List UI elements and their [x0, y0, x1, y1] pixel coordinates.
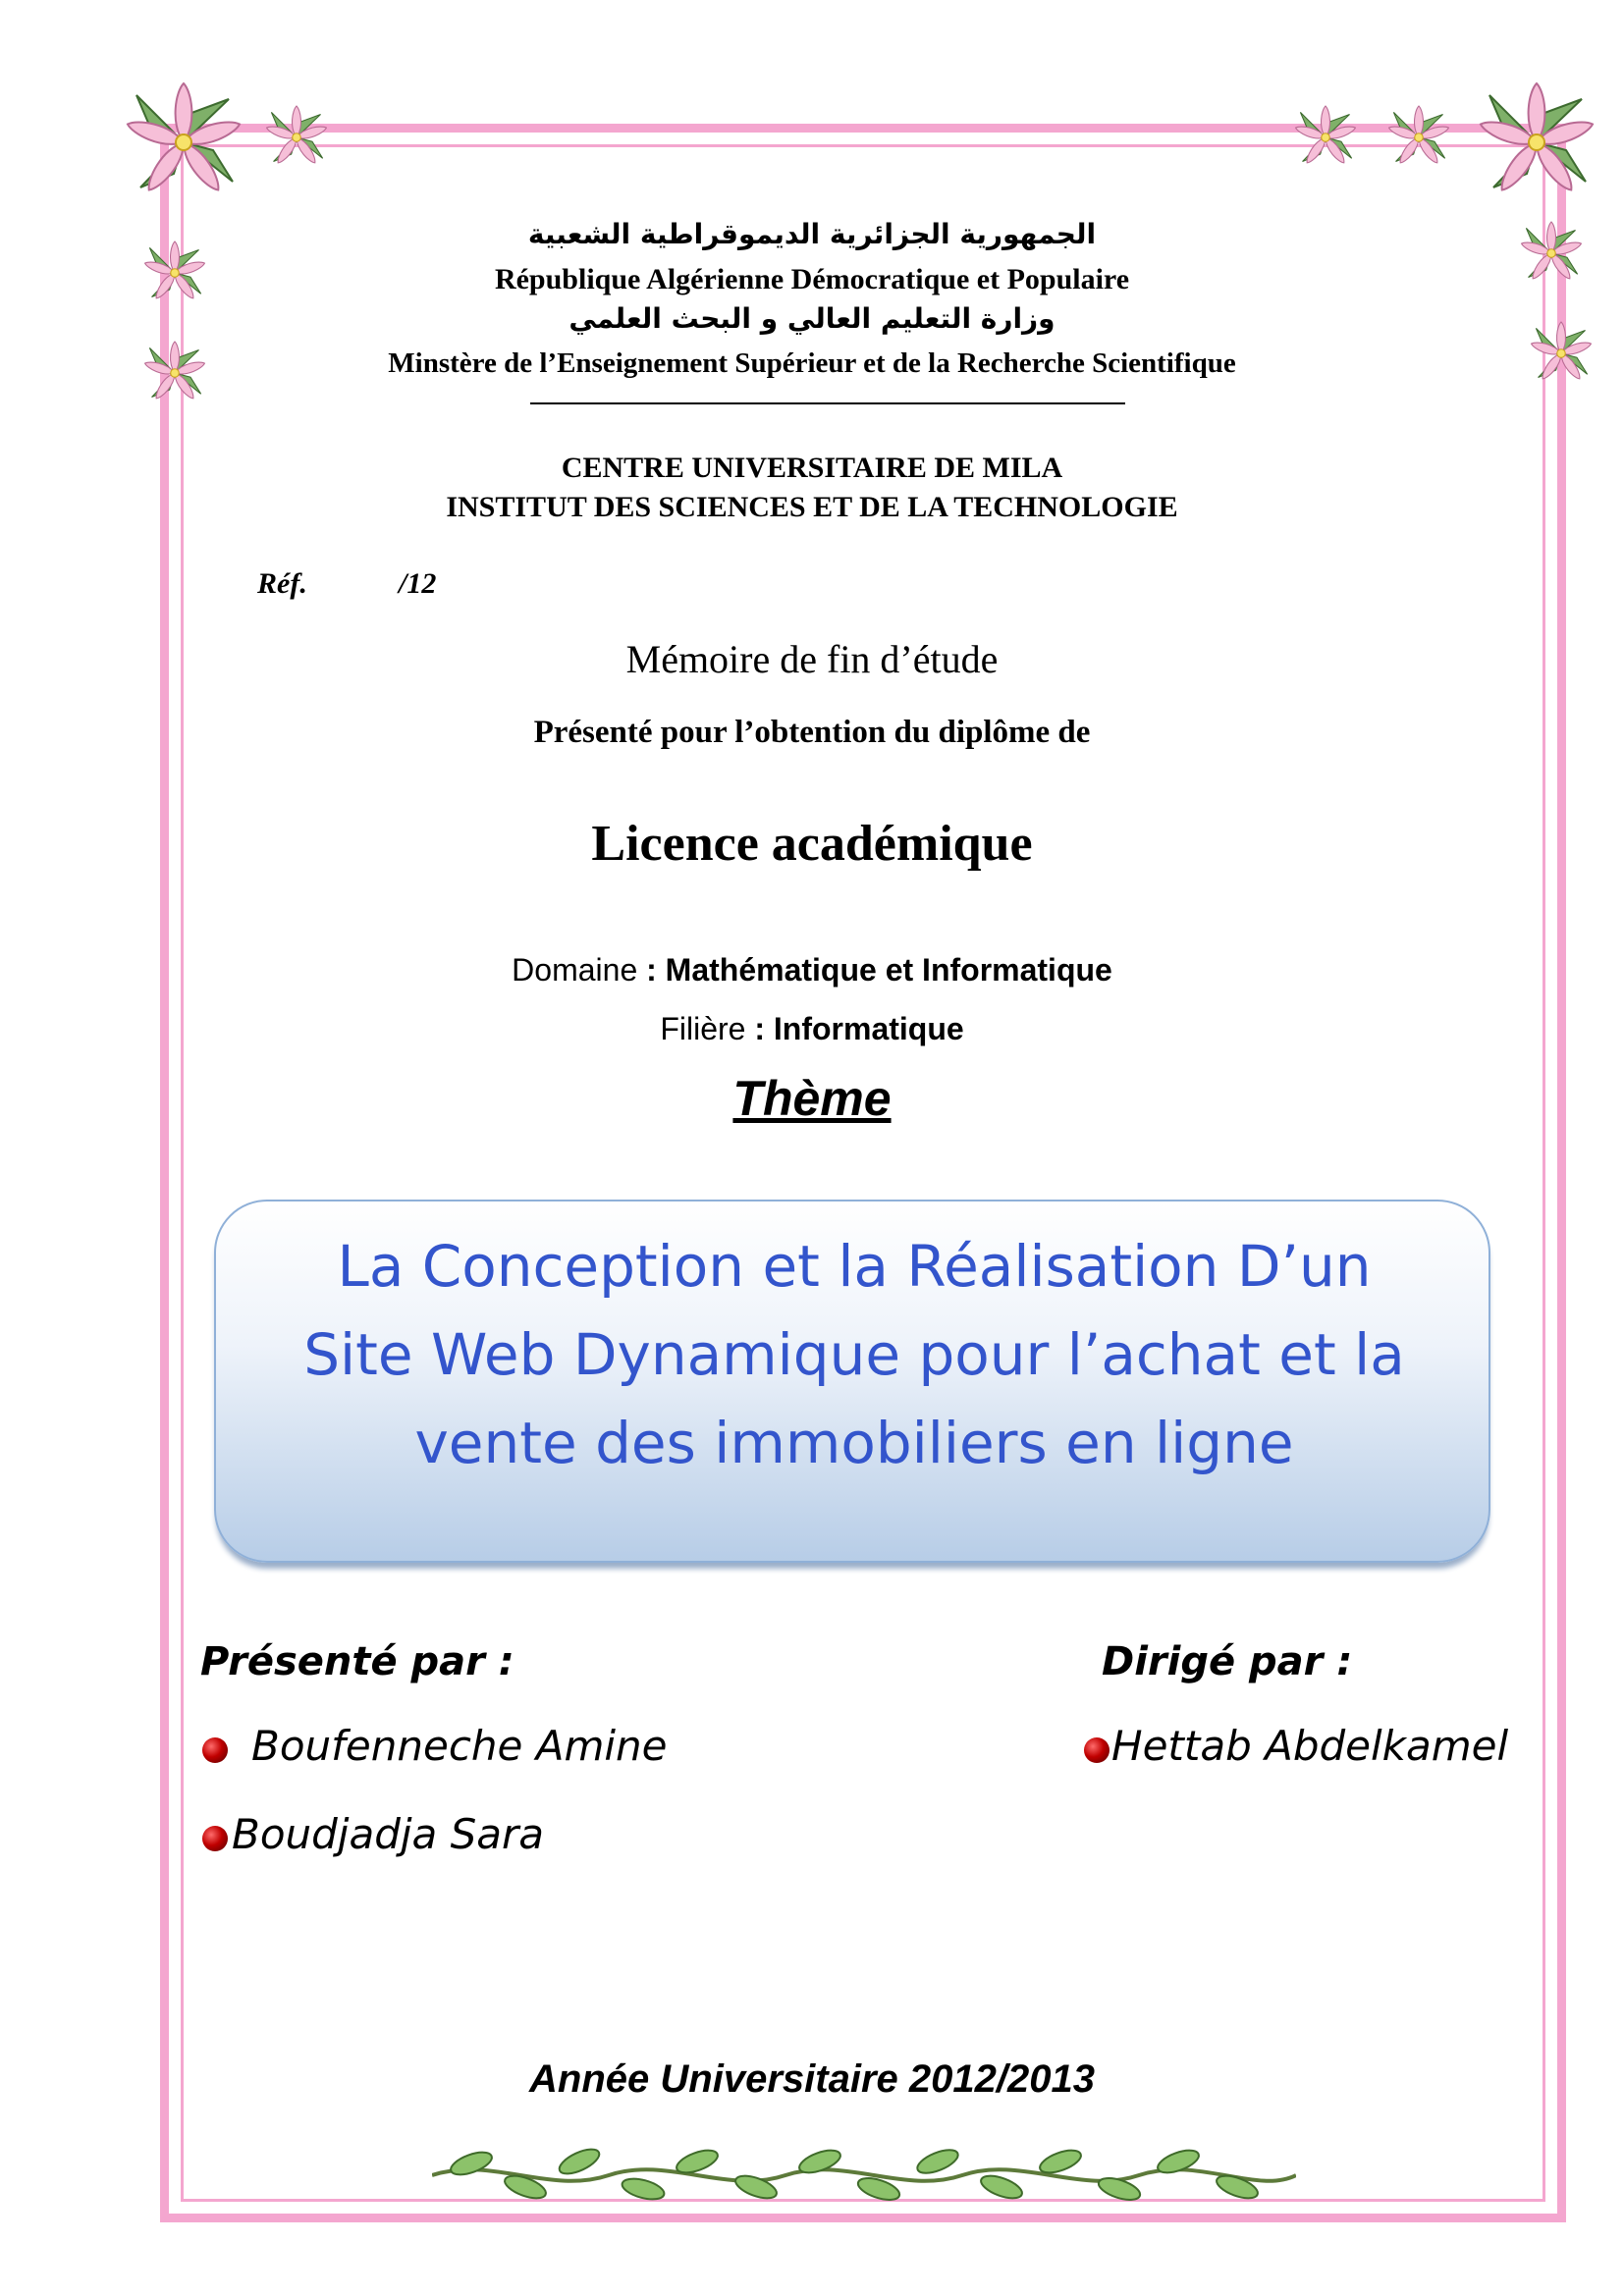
vine-icon	[432, 2138, 1296, 2207]
presented-by-label: Présenté par :	[200, 1639, 514, 1684]
filiere-label: Filière	[660, 1011, 746, 1046]
arabic-ministry-name: وزارة التعليم العالي و البحث العلمي	[568, 302, 1056, 335]
flower-icon	[257, 98, 336, 177]
filiere-line	[0, 1011, 1624, 1047]
directed-by-label: Dirigé par :	[1102, 1639, 1353, 1684]
title-line-3: vente des immobiliers en ligne	[414, 1410, 1294, 1476]
title-box	[214, 1200, 1490, 1563]
flower-icon	[1463, 69, 1610, 216]
header-divider	[530, 402, 1125, 404]
bullet-icon	[202, 1737, 228, 1763]
centre-name: CENTRE UNIVERSITAIRE DE MILA	[561, 452, 1063, 484]
flower-icon	[1286, 98, 1365, 177]
bullet-icon	[1084, 1737, 1110, 1763]
title-line-1: La Conception et la Réalisation D’un	[337, 1233, 1372, 1300]
ministry-name: Minstère de l’Enseignement Supérieur et de la Recherche Scientifique	[388, 347, 1236, 379]
theme-heading: Thème	[732, 1071, 892, 1126]
student-name: Boufenneche Amine	[251, 1722, 668, 1770]
flower-icon	[110, 69, 257, 216]
memoire-type: Mémoire de fin d’étude	[625, 637, 999, 681]
bullet-icon	[202, 1826, 228, 1851]
domain-label: Domaine	[512, 952, 638, 988]
academic-year: Année Universitaire 2012/2013	[529, 2057, 1095, 2101]
title-line-2: Site Web Dynamique pour l’achat et la	[303, 1321, 1405, 1388]
reference-value: /12	[399, 567, 437, 600]
domain-line	[0, 952, 1624, 988]
republic-name: République Algérienne Démocratique et Populaire	[494, 263, 1130, 295]
filiere-value: : Informatique	[754, 1011, 964, 1046]
reference-label: Réf.	[257, 567, 307, 600]
supervisor-name: Hettab Abdelkamel	[1111, 1722, 1509, 1770]
arabic-republic-name: الجمهورية الجزائرية الديموقراطية الشعبية	[527, 218, 1097, 250]
presented-for: Présenté pour l’obtention du diplôme de	[533, 715, 1091, 750]
student-name: Boudjadja Sara	[232, 1810, 545, 1858]
domain-value: : Mathématique et Informatique	[646, 952, 1112, 988]
flower-icon	[1380, 98, 1458, 177]
diploma-name: Licence académique	[591, 816, 1033, 872]
institut-name: INSTITUT DES SCIENCES ET DE LA TECHNOLOGIE	[446, 491, 1178, 523]
